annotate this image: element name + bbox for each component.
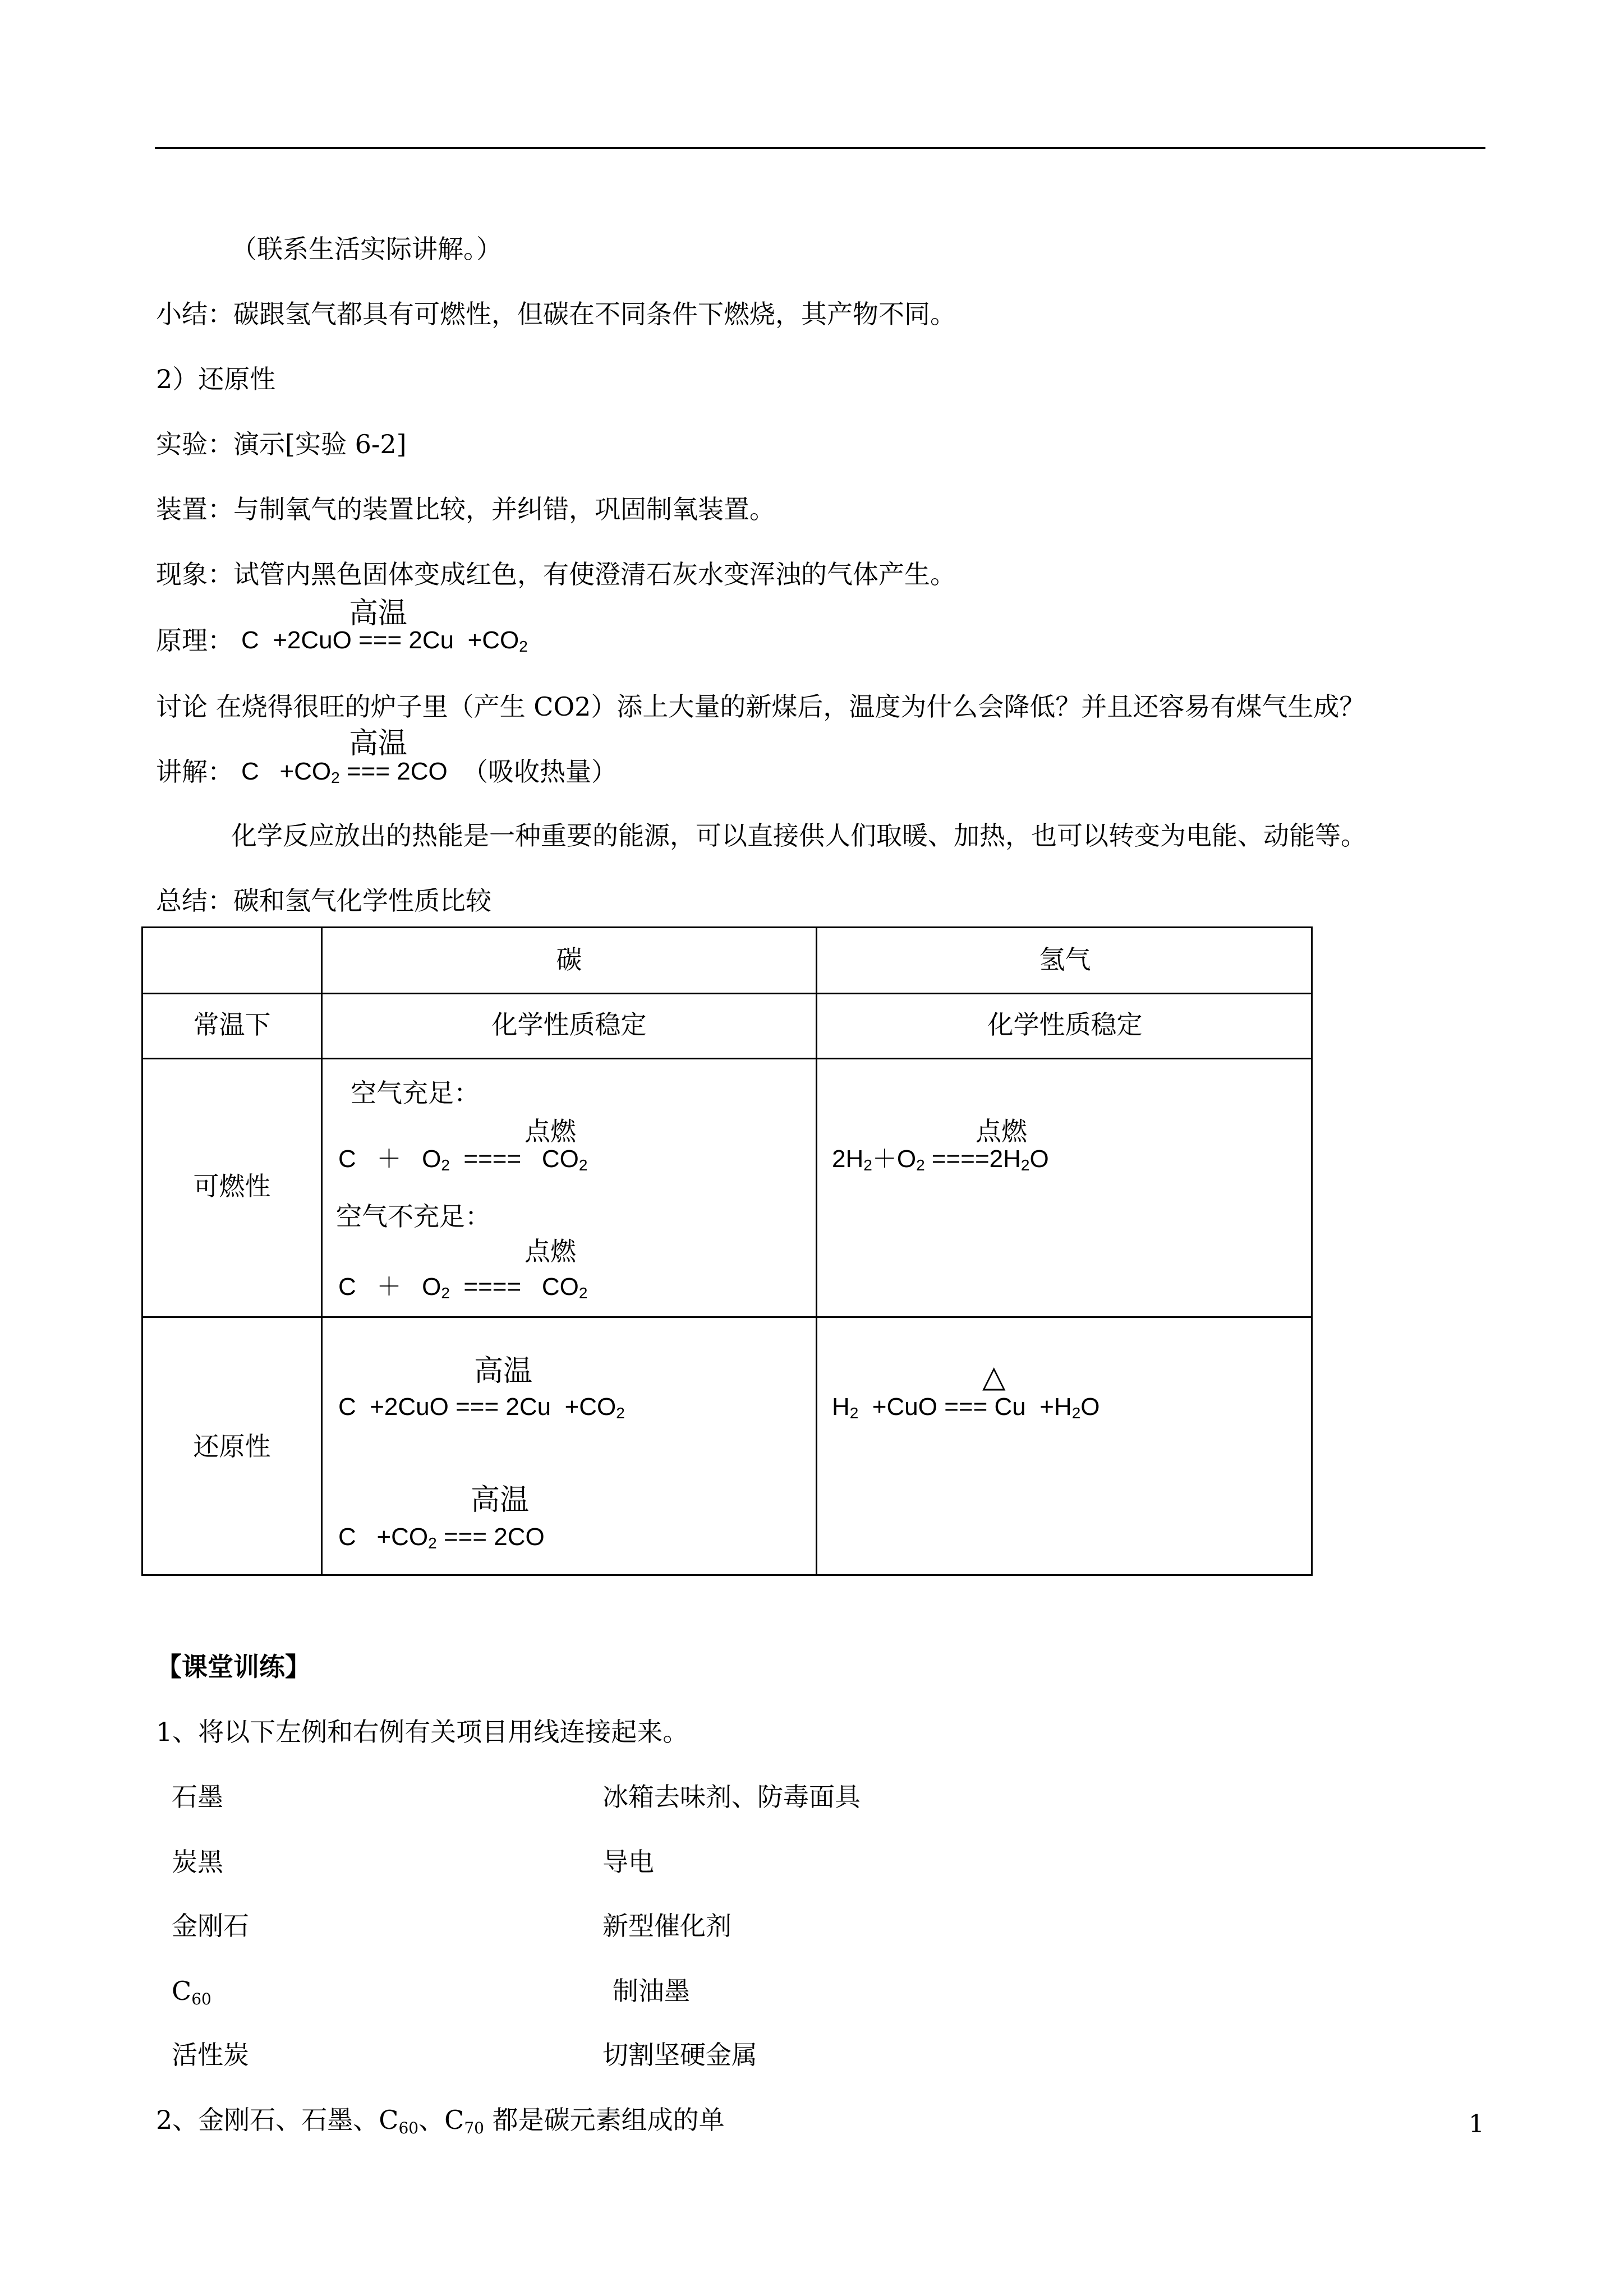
exercise-heading: 【课堂训练】 (156, 1652, 311, 1682)
reaction-condition: 点燃 (976, 1116, 1027, 1146)
reaction-condition: 点燃 (525, 1116, 576, 1146)
chemical-equation: $C +CO_2$ === 2CO (338, 1523, 545, 1552)
equation-note: （吸收热量） (462, 757, 617, 787)
text-line: 化学反应放出的热能是一种重要的能源，可以直接供人们取暖、加热，也可以转变为电能、动能等。 (231, 820, 1367, 851)
right-item: 制油墨 (613, 1976, 690, 2006)
page-number: 1 (1469, 2110, 1484, 2138)
text-line: 总结：碳和氢气化学性质比较 (156, 886, 491, 916)
left-item: 金刚石 (172, 1911, 249, 1941)
reaction-condition: 高温 (349, 727, 408, 760)
table-cell: 空气充足： (351, 1078, 480, 1108)
text-line: 实验：演示[实验 6-2] (156, 429, 407, 459)
left-item: 炭黑 (172, 1847, 223, 1877)
section-heading: 2）还原性 (156, 364, 276, 394)
row-label: 可燃性 (193, 1171, 271, 1201)
chemical-equation: $C + O_2$ ==== $CO_2$ (338, 1273, 588, 1302)
table-divider (143, 1058, 1311, 1059)
reaction-condition: 高温 (471, 1483, 530, 1517)
right-item: 冰箱去味剂、防毒面具 (602, 1782, 861, 1812)
reaction-condition: 高温 (349, 597, 408, 630)
row-label: 常温下 (193, 1009, 271, 1040)
text-line: 现象：试管内黑色固体变成红色，有使澄清石灰水变浑浊的气体产生。 (156, 559, 956, 589)
question-1: 1、将以下左例和右例有关项目用线连接起来。 (156, 1717, 689, 1747)
text-line: （联系生活实际讲解。） (231, 234, 502, 264)
table-divider (143, 1316, 1311, 1318)
chemical-equation: $C + O_2$ ==== $CO_2$ (338, 1145, 588, 1174)
chemical-equation: $2H_2+O_2 ====2H_2O$ (832, 1145, 1049, 1174)
table-cell: 空气不充足： (336, 1201, 491, 1232)
text-line: 装置：与制氧气的装置比较，并纠错，巩固制氧装置。 (156, 494, 775, 524)
right-item: 导电 (602, 1847, 654, 1877)
explanation-label: 讲解： (156, 757, 233, 787)
table-divider (143, 993, 1311, 994)
heat-symbol: △ (982, 1359, 1006, 1394)
principle-label: 原理： (156, 625, 233, 656)
row-label: 还原性 (193, 1431, 271, 1461)
chemical-equation: C +2CuO === $2Cu +CO_2$ (241, 626, 528, 655)
column-header-hydrogen: 氢气 (1039, 944, 1091, 975)
right-item: 新型催化剂 (602, 1911, 732, 1941)
chemical-equation: C +2CuO === $2Cu +CO_2$ (338, 1393, 625, 1422)
column-header-carbon: 碳 (556, 944, 582, 975)
chemical-equation: $C +CO_2$ === 2CO (241, 758, 448, 786)
question-2: 2、金刚石、石墨、$C_{60}$、$C_{70}$ 都是碳元素组成的单 (156, 2105, 725, 2137)
header-rule (155, 147, 1485, 149)
right-item: 切割坚硬金属 (602, 2040, 757, 2070)
left-item: 活性炭 (172, 2040, 249, 2070)
reaction-condition: 高温 (474, 1354, 533, 1388)
chemical-equation: $H_2 +CuO$ === $Cu +H_2O$ (832, 1393, 1100, 1422)
summary-line: 小结：碳跟氢气都具有可燃性，但碳在不同条件下燃烧，其产物不同。 (156, 299, 956, 329)
comparison-table (141, 926, 1313, 1576)
left-item: 石墨 (172, 1782, 223, 1812)
table-cell: 化学性质稳定 (491, 1009, 647, 1040)
left-item: $C_{60}$ (172, 1976, 211, 2008)
reaction-condition: 点燃 (525, 1236, 576, 1266)
discussion-line: 讨论 在烧得很旺的炉子里（产生 CO2）添上大量的新煤后，温度为什么会降低？并且还容易有煤气生成？ (156, 691, 1365, 722)
table-cell: 化学性质稳定 (987, 1009, 1143, 1040)
